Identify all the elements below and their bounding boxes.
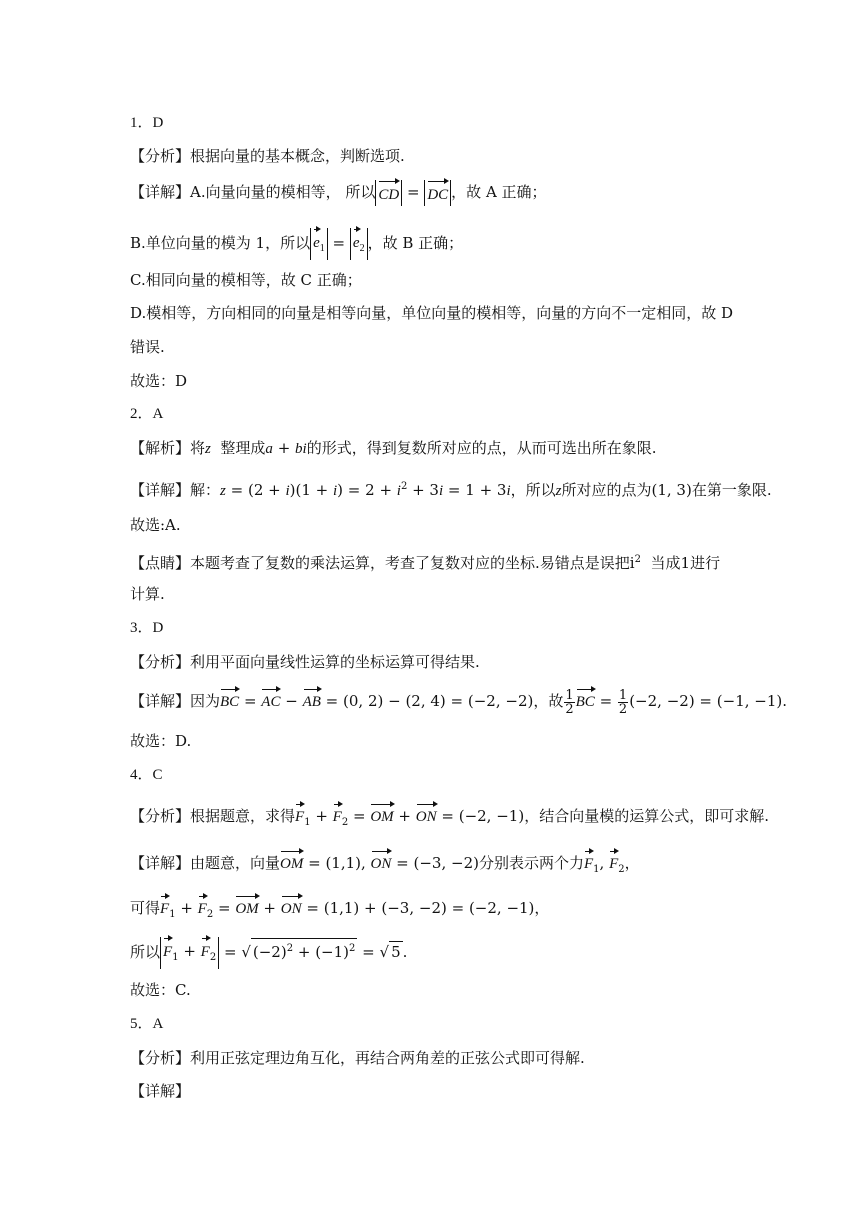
- answer-2-label: 2．A: [130, 406, 164, 422]
- q2-comment-end: 计算.: [130, 585, 165, 603]
- q4-detail: 【详解】由题意，向量OM = (1,1), ON = (−3, −2)分别表示两个力$F_1$, $F_2$，: [130, 850, 640, 880]
- q3-detail: 【详解】因为BC = AC − AB = (0, 2) − (2, 4) = (−2, −2)，故 $\frac{1}{2}$ BC = $\frac{1}{2}$ (−2, −2) = (−1, −1).: [130, 687, 788, 717]
- q3-choice: 故选：D.: [130, 732, 192, 750]
- formula-e2-abs: $e_2$: [350, 228, 368, 260]
- answer-1-label: 1．D: [130, 115, 164, 131]
- formula-z-product: z: [220, 483, 226, 499]
- formula-cd-abs: CD: [375, 180, 402, 206]
- answer-5-label: 5．A: [130, 1016, 164, 1032]
- formula-dc-abs: DC: [424, 180, 451, 206]
- answer-3-label: 3．D: [130, 620, 164, 636]
- q4-line-2: 可得$F_1 + F_2$ = OM + ON = (1,1) + (−3, −2) = (−2, −1)，: [130, 895, 549, 925]
- q3-analysis: 【分析】利用平面向量线性运算的坐标运算可得结果.: [130, 653, 480, 671]
- q2-detail: 【详解】解：$z = (2 + i)(1 + i) = 2 + i^2 + 3i = 1 + 3i$，所以z所对应的点为(1, 3)在第一象限.: [130, 481, 772, 499]
- q1-analysis: 【分析】根据向量的基本概念，判断选项.: [130, 147, 405, 165]
- q4-line-3: 所以 $F_1 + F_2$ = √ $(-2)^2 + (-1)^2$ = √ 5 .: [130, 937, 407, 969]
- q1-detail-a: 【详解】A.向量向量的模相等， 所以 CD = DC ，故 A 正确；: [130, 180, 547, 206]
- q2-analysis: 【解析】将z 整理成a + bi的形式，得到复数所对应的点，从而可选出所在象限.: [130, 439, 657, 457]
- formula-e1-abs: $e_1$: [310, 228, 328, 260]
- q4-analysis: 【分析】根据题意，求得$F_1 + F_2$ = OM + ON = (−2, −1)，结合向量模的运算公式，即可求解.: [130, 803, 769, 833]
- q2-choice: 故选:A.: [130, 516, 181, 534]
- fraction-half-2: $\frac{1}{2}$: [618, 687, 628, 717]
- q4-choice: 故选：C.: [130, 981, 191, 999]
- q1-line-c: C.相同向量的模相等，故 C 正确；: [130, 271, 362, 289]
- q1-line-d2: 错误.: [130, 338, 165, 356]
- fraction-half: $\frac{1}{2}$: [565, 687, 574, 717]
- q1-line-d1: D.模相等，方向相同的向量是相等向量，单位向量的模相等，向量的方向不一定相同，故 D: [130, 304, 734, 322]
- answer-4-label: 4．C: [130, 767, 163, 783]
- q1-choice: 故选：D: [130, 372, 188, 390]
- q2-comment: 【点睛】本题考查了复数的乘法运算，考查了复数对应的坐标.易错点是误把$i^2$ 当成1进行: [130, 554, 721, 572]
- q1-line-b: B.单位向量的模为 1，所以 $e_1 = e_2$ ，故 B 正确；: [130, 228, 463, 260]
- q5-analysis: 【分析】利用正弦定理边角互化，再结合两角差的正弦公式即可得解.: [130, 1049, 585, 1067]
- q5-detail: 【详解】: [130, 1082, 191, 1100]
